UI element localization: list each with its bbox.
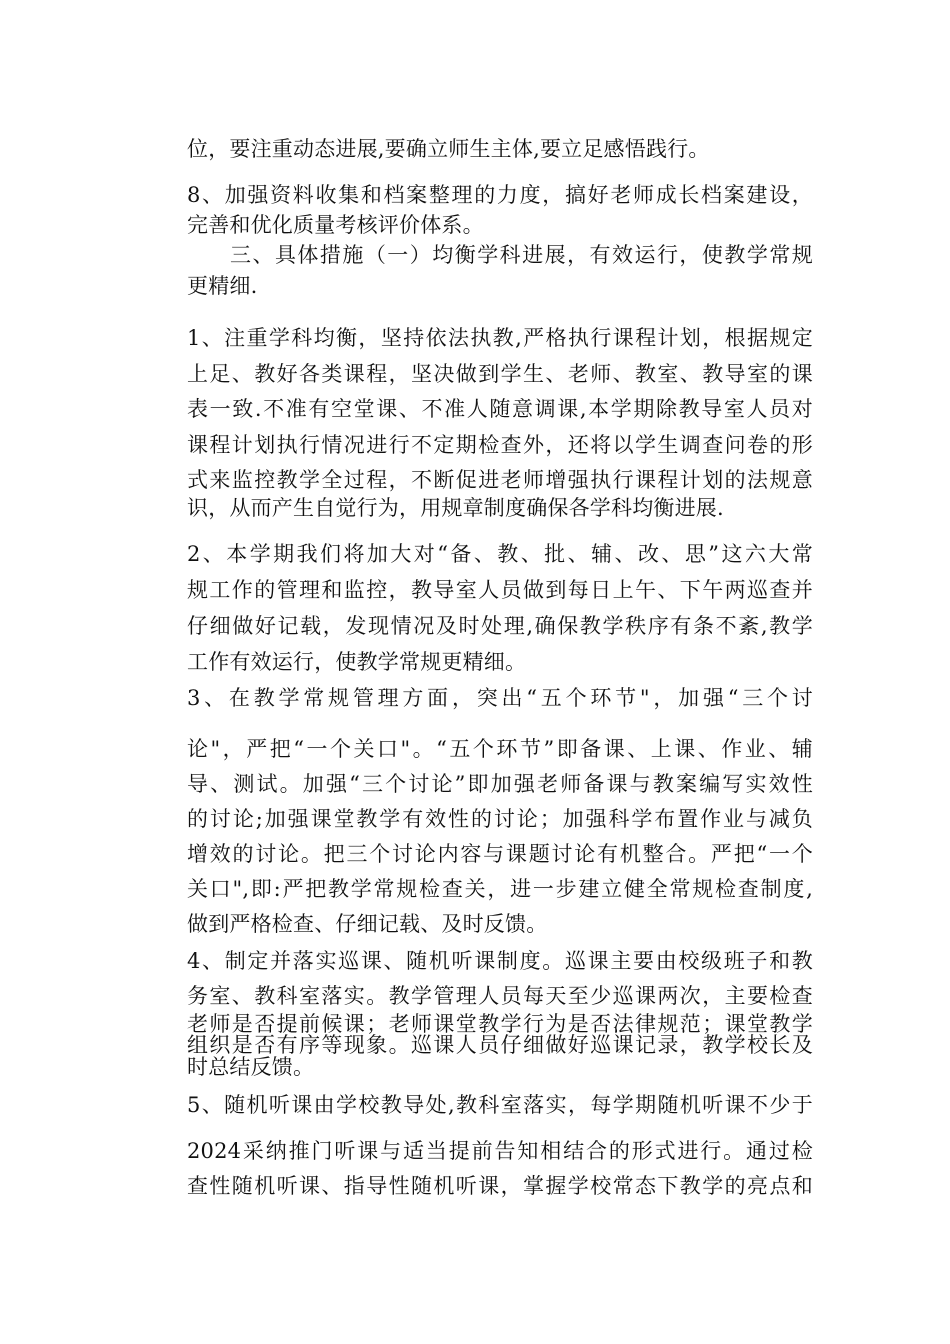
text-line: 识，从而产生自觉行为，用规章制度确保各学科均衡进展. bbox=[187, 496, 724, 520]
text-line: 2、本学期我们将加大对“备、教、批、辅、改、思”这六大常 bbox=[187, 542, 813, 566]
text-line: 3、在教学常规管理方面，突出“五个环节"，加强“三个讨 bbox=[187, 686, 813, 710]
section-heading: 三、具体措施（一）均衡学科进展，有效运行，使教学常规 bbox=[230, 243, 813, 267]
text-line: 完善和优化质量考核评价体系。 bbox=[187, 213, 484, 237]
text-line: 关口",即:严把教学常规检查关，进一步建立健全常规检查制度, bbox=[187, 877, 813, 901]
text-line: 老师是否提前候课；老师课堂教学行为是否法律规范；课堂教学 bbox=[187, 1012, 813, 1036]
text-line: 2024采纳推门听课与适当提前告知相结合的形式进行。通过检 bbox=[187, 1139, 813, 1163]
text-line: 规工作的管理和监控，教导室人员做到每日上午、下午两巡查并 bbox=[187, 578, 813, 602]
text-line: 仔细做好记载，发现情况及时处理,确保教学秩序有条不紊,教学 bbox=[187, 614, 813, 638]
text-line: 工作有效运行，使教学常规更精细。 bbox=[187, 650, 527, 674]
text-line: 时总结反馈。 bbox=[187, 1055, 315, 1079]
text-line: 的讨论;加强课堂教学有效性的讨论；加强科学布置作业与减负 bbox=[187, 807, 813, 831]
text-line: 导、测试。加强“三个讨论”即加强老师备课与教案编写实效性 bbox=[187, 772, 813, 796]
text-line: 8、加强资料收集和档案整理的力度，搞好老师成长档案建设， bbox=[187, 183, 813, 207]
text-line: 查性随机听课、指导性随机听课，掌握学校常态下教学的亮点和 bbox=[187, 1174, 813, 1198]
text-line: 位，要注重动态进展,要确立师生主体,要立足感悟践行。 bbox=[187, 137, 710, 161]
text-line: 式来监控教学全过程，不断促进老师增强执行课程计划的法规意 bbox=[187, 468, 813, 492]
text-line: 表一致.不准有空堂课、不准人随意调课,本学期除教导室人员对 bbox=[187, 397, 813, 421]
text-line: 做到严格检查、仔细记载、及时反馈。 bbox=[187, 912, 548, 936]
text-line: 上足、教好各类课程，坚决做到学生、老师、教室、教导室的课 bbox=[187, 362, 813, 386]
text-line: 课程计划执行情况进行不定期检查外，还将以学生调查问卷的形 bbox=[187, 433, 813, 457]
text-line: 4、制定并落实巡课、随机听课制度。巡课主要由校级班子和教 bbox=[187, 949, 813, 973]
text-line: 1、注重学科均衡，坚持依法执教,严格执行课程计划，根据规定 bbox=[187, 326, 813, 350]
text-line: 论"，严把“一个关口"。“五个环节”即备课、上课、作业、辅 bbox=[187, 737, 813, 761]
text-line: 务室、教科室落实。教学管理人员每天至少巡课两次，主要检查 bbox=[187, 984, 813, 1008]
text-line: 更精细. bbox=[187, 274, 258, 298]
text-line: 5、随机听课由学校教导处,教科室落实，每学期随机听课不少于 bbox=[187, 1093, 813, 1117]
text-line: 增效的讨论。把三个讨论内容与课题讨论有机整合。严把“一个 bbox=[187, 842, 813, 866]
text-line: 组织是否有序等现象。巡课人员仔细做好巡课记录，教学校长及 bbox=[187, 1033, 813, 1057]
